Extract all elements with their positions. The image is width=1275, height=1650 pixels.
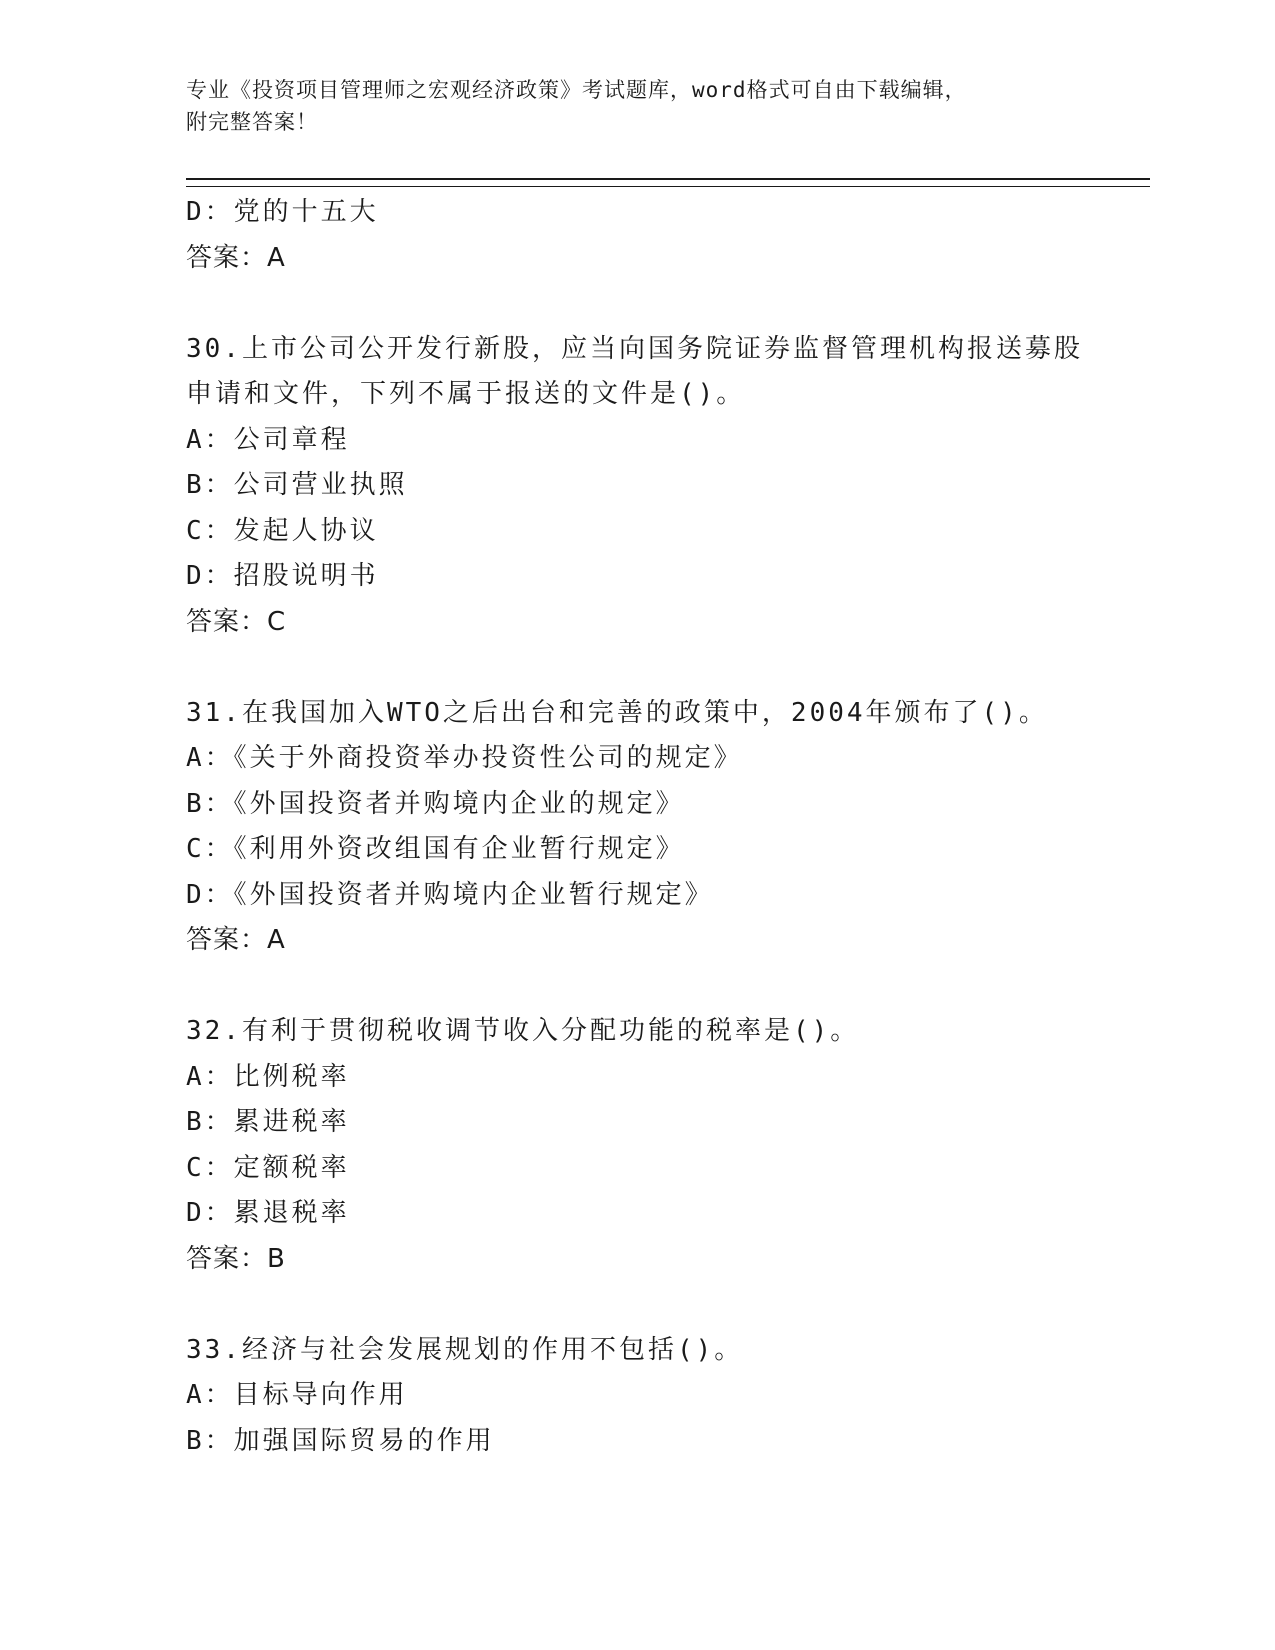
answer-line: 答案：C (186, 606, 287, 637)
question-text: 32.有利于贯彻税收调节收入分配功能的税率是()。 (186, 1016, 860, 1046)
option-line: B：公司营业执照 (186, 470, 408, 500)
answer-line: 答案：B (186, 1243, 286, 1274)
header-line-1: 专业《投资项目管理师之宏观经济政策》考试题库，word格式可自由下载编辑， (186, 78, 967, 102)
option-line: C：《利用外资改组国有企业暂行规定》 (186, 834, 685, 864)
option-line: C：定额税率 (186, 1152, 350, 1183)
option-line: D：累退税率 (186, 1198, 350, 1228)
spacer (186, 964, 1086, 1010)
answer-line: 答案：A (186, 242, 286, 273)
question-list (186, 190, 1086, 1464)
option-line: A：目标导向作用 (186, 1380, 408, 1410)
option-line: C：发起人协议 (186, 515, 379, 546)
option-line: A：公司章程 (186, 424, 350, 455)
spacer (186, 645, 1086, 691)
spacer (186, 1282, 1086, 1328)
option-line: D：党的十五大 (186, 197, 379, 227)
option-line: A：比例税率 (186, 1061, 350, 1092)
header-line-2: 附完整答案！ (186, 110, 318, 134)
option-line: A：《关于外商投资举办投资性公司的规定》 (186, 743, 743, 773)
option-line: D：招股说明书 (186, 561, 379, 591)
answer-line: 答案：A (186, 925, 286, 955)
option-line: B：累进税率 (186, 1107, 350, 1137)
option-line: D：《外国投资者并购境内企业暂行规定》 (186, 879, 714, 910)
question-text: 申请和文件，下列不属于报送的文件是()。 (186, 379, 746, 409)
option-line: B：《外国投资者并购境内企业的规定》 (186, 788, 685, 819)
question-text: 30.上市公司公开发行新股，应当向国务院证券监督管理机构报送募股 (186, 333, 1083, 364)
question-text: 31.在我国加入WTO之后出台和完善的政策中，2004年颁布了()。 (186, 697, 1048, 728)
option-line: B：加强国际贸易的作用 (186, 1425, 495, 1456)
document-header (186, 74, 1066, 138)
question-text: 33.经济与社会发展规划的作用不包括()。 (186, 1334, 744, 1365)
header-divider (186, 178, 1150, 187)
spacer (186, 281, 1086, 327)
